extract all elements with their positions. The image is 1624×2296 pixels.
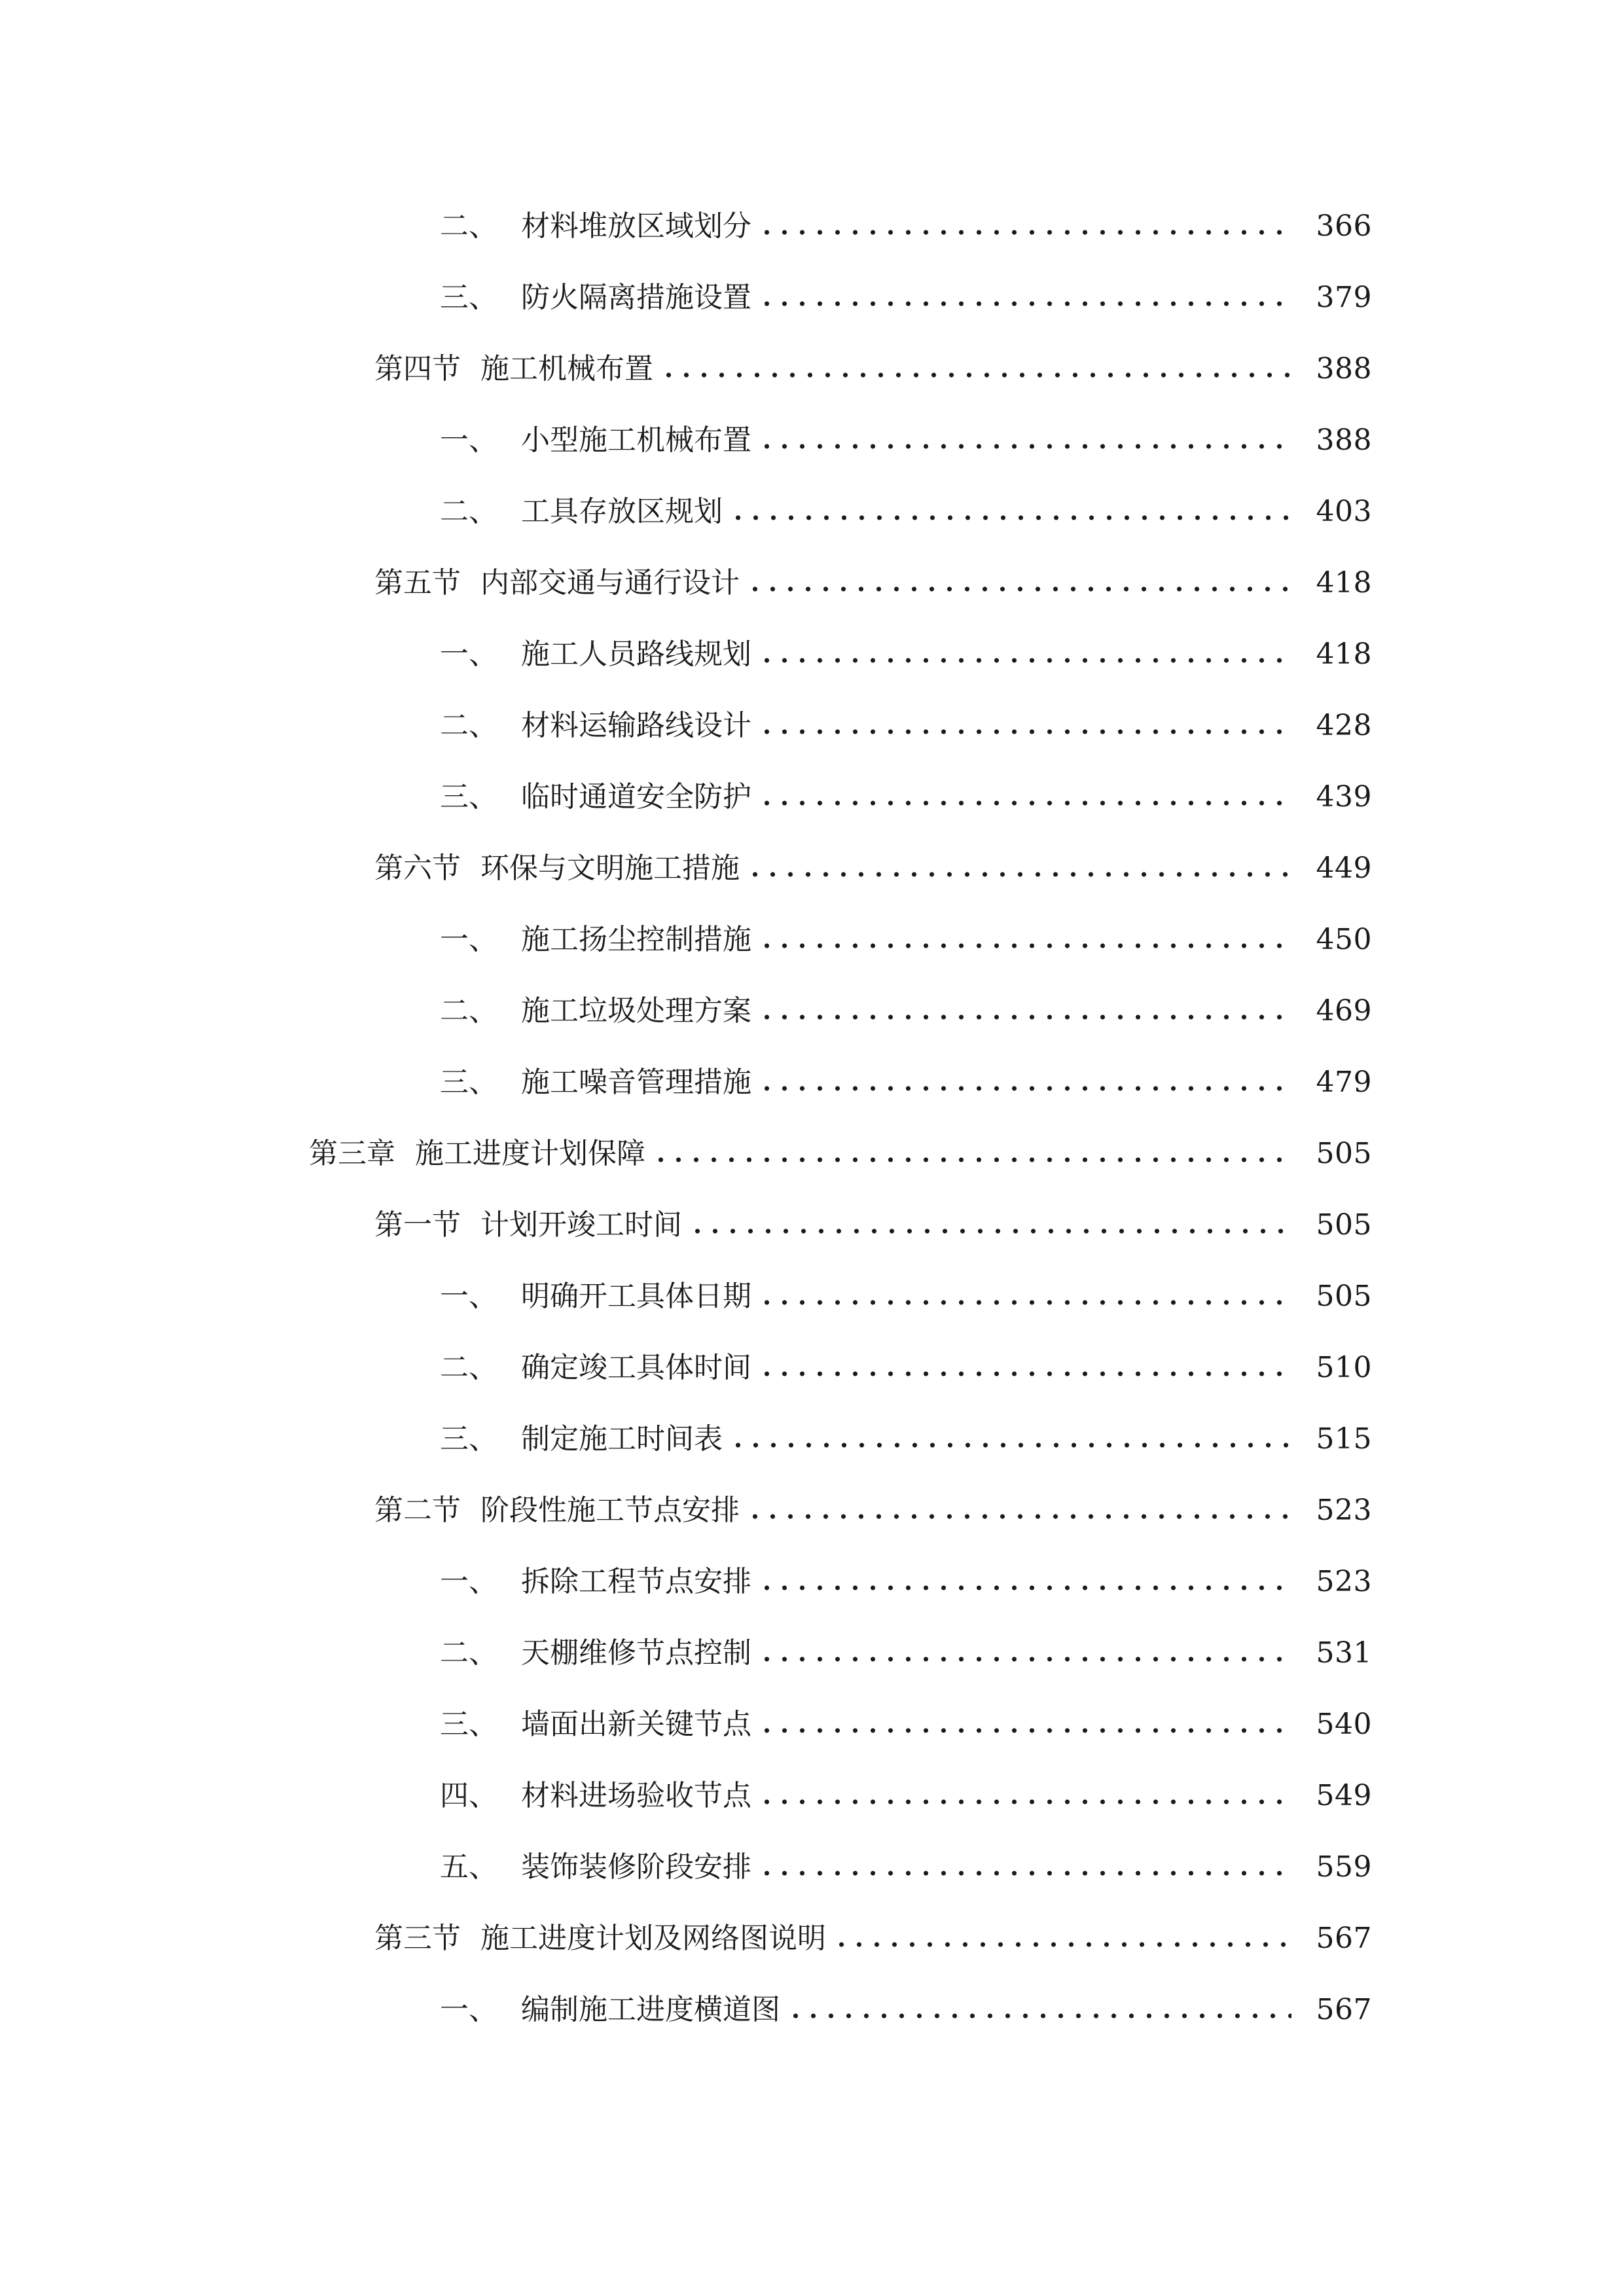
toc-entry[interactable] <box>0 1841 1624 1893</box>
toc-entry-page: 505 <box>1316 1137 1372 1170</box>
toc-entry-title: 环保与文明施工措施 <box>480 852 740 885</box>
dot-leader <box>746 1484 1291 1537</box>
toc-entry-number: 三、 <box>440 1708 497 1741</box>
dot-leader <box>758 1698 1291 1751</box>
toc-entry-title: 小型施工机械布置 <box>521 423 751 457</box>
toc-entry-number: 一、 <box>440 423 497 457</box>
toc-entry-page: 439 <box>1316 780 1372 814</box>
toc-entry-number: 第五节 <box>374 566 461 600</box>
dot-leader <box>758 1770 1291 1822</box>
dot-leader <box>746 842 1291 895</box>
toc-entry-title: 装饰装修阶段安排 <box>521 1850 751 1884</box>
toc-entry-title: 施工垃圾处理方案 <box>521 994 751 1028</box>
toc-entry-number: 一、 <box>440 1993 497 2026</box>
toc-entry-title: 确定竣工具体时间 <box>521 1351 751 1384</box>
toc-entry-number: 三、 <box>440 1066 497 1099</box>
toc-entry-page: 523 <box>1316 1565 1372 1598</box>
dot-leader <box>758 1627 1291 1679</box>
toc-entry-page: 479 <box>1316 1066 1372 1099</box>
toc-entry[interactable] <box>0 343 1624 395</box>
toc-entry-number: 五、 <box>440 1850 497 1884</box>
toc-entry-title: 防火隔离措施设置 <box>521 281 751 314</box>
toc-entry-number: 一、 <box>440 637 497 671</box>
dot-leader <box>758 1342 1291 1394</box>
dot-leader <box>758 771 1291 823</box>
toc-entry[interactable] <box>0 557 1624 609</box>
toc-entry[interactable] <box>0 1413 1624 1465</box>
toc-entry-number: 二、 <box>440 1636 497 1670</box>
toc-entry-page: 505 <box>1316 1280 1372 1313</box>
dot-leader <box>758 1841 1291 1893</box>
toc-entry[interactable] <box>0 1770 1624 1822</box>
dot-leader <box>758 1270 1291 1323</box>
toc-entry-page: 450 <box>1316 923 1372 956</box>
toc-entry-number: 二、 <box>440 209 497 243</box>
toc-entry-title: 内部交通与通行设计 <box>480 566 740 600</box>
dot-leader <box>729 486 1291 538</box>
toc-entry[interactable] <box>0 1199 1624 1251</box>
toc-entry-page: 523 <box>1316 1494 1372 1527</box>
dot-leader <box>746 557 1291 609</box>
toc-entry-page: 510 <box>1316 1351 1372 1384</box>
toc-entry[interactable] <box>0 1556 1624 1608</box>
toc-entry-title: 编制施工进度横道图 <box>521 1993 780 2026</box>
toc-entry-title: 材料堆放区域划分 <box>521 209 751 243</box>
toc-entry-title: 施工进度计划保障 <box>415 1137 645 1170</box>
toc-entry-title: 施工扬尘控制措施 <box>521 923 751 956</box>
toc-entry-title: 临时通道安全防护 <box>521 780 751 814</box>
toc-entry-number: 二、 <box>440 495 497 528</box>
toc-entry[interactable] <box>0 1698 1624 1751</box>
toc-entry-page: 388 <box>1316 423 1372 457</box>
toc-entry-number: 二、 <box>440 994 497 1028</box>
toc-entry[interactable] <box>0 914 1624 966</box>
toc-entry-page: 418 <box>1316 637 1372 671</box>
toc-entry-page: 449 <box>1316 852 1372 885</box>
dot-leader <box>689 1199 1291 1251</box>
toc-entry[interactable] <box>0 1984 1624 2036</box>
toc-entry-title: 材料运输路线设计 <box>521 709 751 742</box>
toc-entry-number: 第三章 <box>309 1137 395 1170</box>
toc-entry-title: 阶段性施工节点安排 <box>480 1494 740 1527</box>
dot-leader <box>758 914 1291 966</box>
toc-entry[interactable] <box>0 1342 1624 1394</box>
dot-leader <box>758 700 1291 752</box>
toc-entry-title: 墙面出新关键节点 <box>521 1708 751 1741</box>
toc-entry-page: 549 <box>1316 1779 1372 1812</box>
dot-leader <box>652 1128 1291 1180</box>
toc-entry-page: 559 <box>1316 1850 1372 1884</box>
toc-entry-page: 366 <box>1316 209 1372 243</box>
toc-entry-title: 制定施工时间表 <box>521 1422 723 1456</box>
dot-leader <box>758 1556 1291 1608</box>
toc-entry[interactable] <box>0 486 1624 538</box>
toc-entry-number: 一、 <box>440 1565 497 1598</box>
toc-entry[interactable] <box>0 1627 1624 1679</box>
dot-leader <box>758 414 1291 467</box>
toc-entry-title: 计划开竣工时间 <box>480 1208 682 1242</box>
toc-entry-page: 403 <box>1316 495 1372 528</box>
toc-entry-page: 428 <box>1316 709 1372 742</box>
toc-entry[interactable] <box>0 1056 1624 1109</box>
toc-entry-title: 天棚维修节点控制 <box>521 1636 751 1670</box>
toc-entry-page: 515 <box>1316 1422 1372 1456</box>
toc-entry-number: 二、 <box>440 709 497 742</box>
toc-entry-title: 施工噪音管理措施 <box>521 1066 751 1099</box>
toc-entry[interactable] <box>0 1270 1624 1323</box>
toc-entry-number: 一、 <box>440 923 497 956</box>
toc-entry-title: 明确开工具体日期 <box>521 1280 751 1313</box>
toc-entry[interactable] <box>0 200 1624 253</box>
toc-entry-page: 531 <box>1316 1636 1372 1670</box>
toc-entry-number: 一、 <box>440 1280 497 1313</box>
toc-entry[interactable] <box>0 628 1624 681</box>
toc-entry-number: 三、 <box>440 281 497 314</box>
toc-entry[interactable] <box>0 414 1624 467</box>
toc-entry-title: 施工进度计划及网络图说明 <box>480 1922 826 1955</box>
toc-entry[interactable] <box>0 985 1624 1037</box>
dot-leader <box>758 1056 1291 1109</box>
toc-entry-page: 418 <box>1316 566 1372 600</box>
dot-leader <box>833 1912 1291 1965</box>
toc-entry[interactable] <box>0 1128 1624 1180</box>
toc-entry-title: 材料进场验收节点 <box>521 1779 751 1812</box>
toc-entry-title: 施工机械布置 <box>480 352 653 386</box>
toc-entry-number: 三、 <box>440 780 497 814</box>
toc-entry[interactable] <box>0 1912 1624 1965</box>
dot-leader <box>787 1984 1291 2036</box>
toc-entry-page: 388 <box>1316 352 1372 386</box>
toc-entry-title: 工具存放区规划 <box>521 495 723 528</box>
toc-entry-number: 第六节 <box>374 852 461 885</box>
toc-entry-number: 第三节 <box>374 1922 461 1955</box>
toc-entry-number: 四、 <box>440 1779 497 1812</box>
toc-entry-title: 施工人员路线规划 <box>521 637 751 671</box>
toc-entry-number: 第四节 <box>374 352 461 386</box>
toc-entry-page: 567 <box>1316 1922 1372 1955</box>
toc-entry-page: 505 <box>1316 1208 1372 1242</box>
toc-entry-page: 379 <box>1316 281 1372 314</box>
toc-entry[interactable] <box>0 272 1624 324</box>
toc-entry-number: 第一节 <box>374 1208 461 1242</box>
toc-entry-page: 567 <box>1316 1993 1372 2026</box>
toc-entry-number: 第二节 <box>374 1494 461 1527</box>
dot-leader <box>758 272 1291 324</box>
dot-leader <box>758 985 1291 1037</box>
toc-entry-page: 540 <box>1316 1708 1372 1741</box>
toc-entry[interactable] <box>0 700 1624 752</box>
toc-entry-page: 469 <box>1316 994 1372 1028</box>
toc-entry-title: 拆除工程节点安排 <box>521 1565 751 1598</box>
toc-entry-number: 三、 <box>440 1422 497 1456</box>
dot-leader <box>758 200 1291 253</box>
toc-entry[interactable] <box>0 1484 1624 1537</box>
toc-entry[interactable] <box>0 842 1624 895</box>
toc-entry-number: 二、 <box>440 1351 497 1384</box>
dot-leader <box>660 343 1291 395</box>
dot-leader <box>729 1413 1291 1465</box>
toc-entry[interactable] <box>0 771 1624 823</box>
dot-leader <box>758 628 1291 681</box>
